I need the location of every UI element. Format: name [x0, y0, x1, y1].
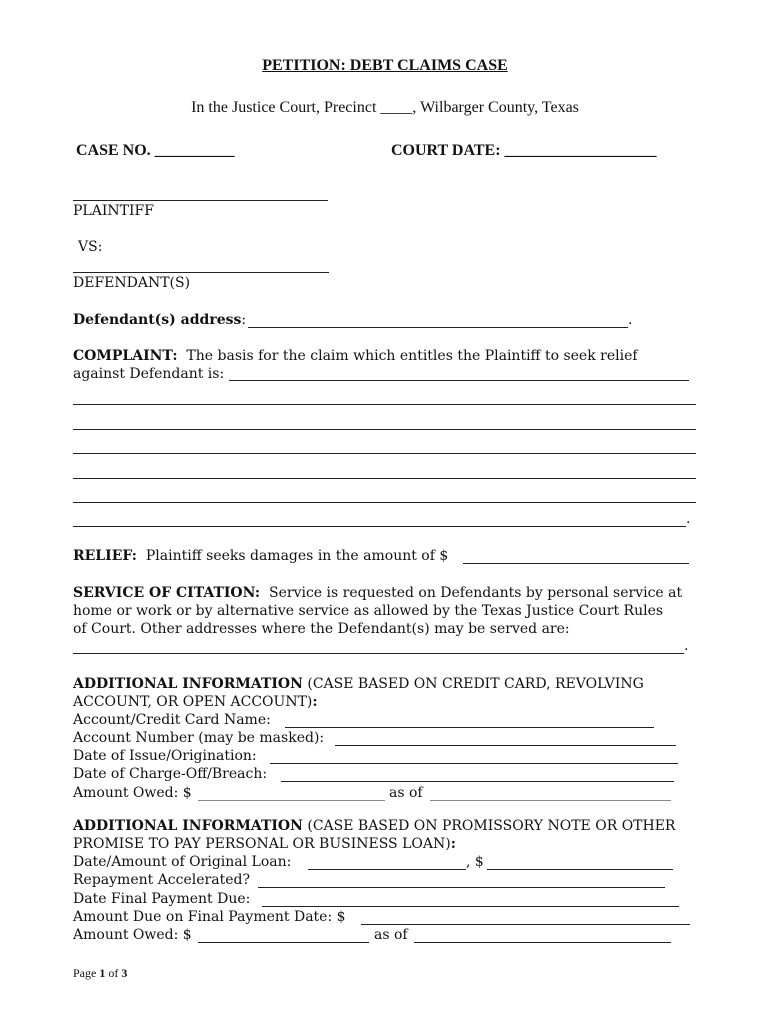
case-number-label: CASE NO. __________: [76, 142, 235, 159]
credit-amount-owed-line[interactable]: [198, 800, 385, 801]
credit-as-of-line[interactable]: [430, 800, 671, 801]
final-payment-due-label: Date Final Payment Due:: [73, 891, 251, 907]
account-number-line[interactable]: [335, 745, 676, 746]
defendant-address-row: [73, 312, 246, 328]
court-subtitle: In the Justice Court, Precinct ____, Wilbarger County, Texas: [191, 99, 579, 116]
repayment-accelerated-line[interactable]: [258, 887, 665, 888]
note-heading-rest: (CASE BASED ON PROMISSORY NOTE OR OTHER: [307, 818, 676, 834]
credit-heading-text-2: ACCOUNT, OR OPEN ACCOUNT): [73, 694, 313, 710]
note-heading-text-2: PROMISE TO PAY PERSONAL OR BUSINESS LOAN): [73, 836, 451, 852]
complaint-line-d[interactable]: [73, 453, 696, 454]
plaintiff-label: PLAINTIFF: [73, 203, 154, 219]
complaint-line-a[interactable]: [229, 380, 689, 381]
credit-as-of-label: as of: [389, 785, 423, 801]
original-loan-date-line[interactable]: [308, 869, 466, 870]
service-text-2: home or work or by alternative service as allowed by the Texas Justice Court Rules: [73, 603, 664, 619]
charge-off-line[interactable]: [281, 781, 674, 782]
document-title: PETITION: DEBT CLAIMS CASE: [262, 57, 508, 74]
final-payment-amount-line[interactable]: [361, 924, 690, 925]
vs-label: VS:: [78, 239, 103, 255]
page-total: 3: [121, 966, 128, 980]
complaint-line-b[interactable]: [73, 404, 696, 405]
note-heading-line-1: [73, 818, 675, 834]
note-as-of-label: as of: [374, 927, 408, 943]
complaint-line-c[interactable]: [73, 429, 696, 430]
complaint-text-2: against Defendant is:: [73, 366, 225, 382]
account-number-label: Account Number (may be masked):: [73, 730, 325, 746]
credit-heading-line-2: [73, 694, 318, 710]
complaint-text-1: The basis for the claim which entitles the Plaintiff to seek relief: [186, 348, 638, 364]
original-loan-amount-line[interactable]: [487, 869, 673, 870]
relief-label: RELIEF:: [73, 548, 137, 564]
complaint-label: COMPLAINT:: [73, 348, 178, 364]
credit-amount-owed-label: Amount Owed: $: [73, 785, 192, 801]
complaint-line-g[interactable]: [73, 526, 686, 527]
charge-off-label: Date of Charge-Off/Breach:: [73, 766, 268, 782]
court-date-label: COURT DATE: ___________________: [391, 142, 657, 159]
service-address-line[interactable]: [73, 653, 684, 654]
note-heading-label: ADDITIONAL INFORMATION: [73, 818, 303, 834]
defendant-label: DEFENDANT(S): [73, 275, 191, 291]
defendant-address-label: Defendant(s) address: [73, 312, 242, 328]
account-name-line[interactable]: [285, 727, 654, 728]
service-text-1: Service is requested on Defendants by personal service at: [269, 585, 683, 601]
service-label: SERVICE OF CITATION:: [73, 585, 261, 601]
original-loan-dollar: , $: [466, 854, 484, 870]
complaint-period: .: [686, 511, 691, 527]
repayment-accelerated-label: Repayment Accelerated?: [73, 872, 250, 888]
credit-heading-label: ADDITIONAL INFORMATION: [73, 676, 303, 692]
credit-heading-rest: (CASE BASED ON CREDIT CARD, REVOLVING: [307, 676, 644, 692]
complaint-line-1: [73, 348, 638, 364]
service-text-3: of Court. Other addresses where the Defendant(s) may be served are:: [73, 621, 570, 637]
defendant-address-line[interactable]: [248, 327, 628, 328]
note-heading-colon: :: [450, 836, 456, 852]
note-amount-owed-line[interactable]: [198, 942, 369, 943]
page-of: of: [108, 966, 119, 980]
final-payment-due-line[interactable]: [262, 906, 679, 907]
account-name-label: Account/Credit Card Name:: [73, 712, 271, 728]
defendant-name-line[interactable]: [73, 272, 329, 273]
date-of-issue-label: Date of Issue/Origination:: [73, 748, 257, 764]
plaintiff-name-line[interactable]: [73, 200, 328, 201]
complaint-line-f[interactable]: [73, 502, 696, 503]
final-payment-amount-label: Amount Due on Final Payment Date: $: [73, 909, 346, 925]
defendant-address-colon: :: [241, 312, 247, 328]
relief-text: Plaintiff seeks damages in the amount of $: [145, 548, 449, 564]
note-amount-owed-label: Amount Owed: $: [73, 927, 192, 943]
note-heading-line-2: [73, 836, 456, 852]
relief-amount-line[interactable]: [463, 563, 689, 564]
note-as-of-line[interactable]: [414, 942, 671, 943]
relief-row: [73, 548, 448, 564]
date-of-issue-line[interactable]: [270, 763, 678, 764]
complaint-line-e[interactable]: [73, 478, 696, 479]
service-period: .: [684, 638, 689, 654]
service-line-1: [73, 585, 682, 601]
credit-heading-line-1: [73, 676, 644, 692]
original-loan-label: Date/Amount of Original Loan:: [73, 854, 292, 870]
page-number: 1: [99, 966, 106, 980]
defendant-address-period: .: [628, 312, 633, 328]
credit-heading-colon: :: [312, 694, 318, 710]
page-footer: [73, 966, 127, 981]
page-word: Page: [73, 966, 97, 980]
